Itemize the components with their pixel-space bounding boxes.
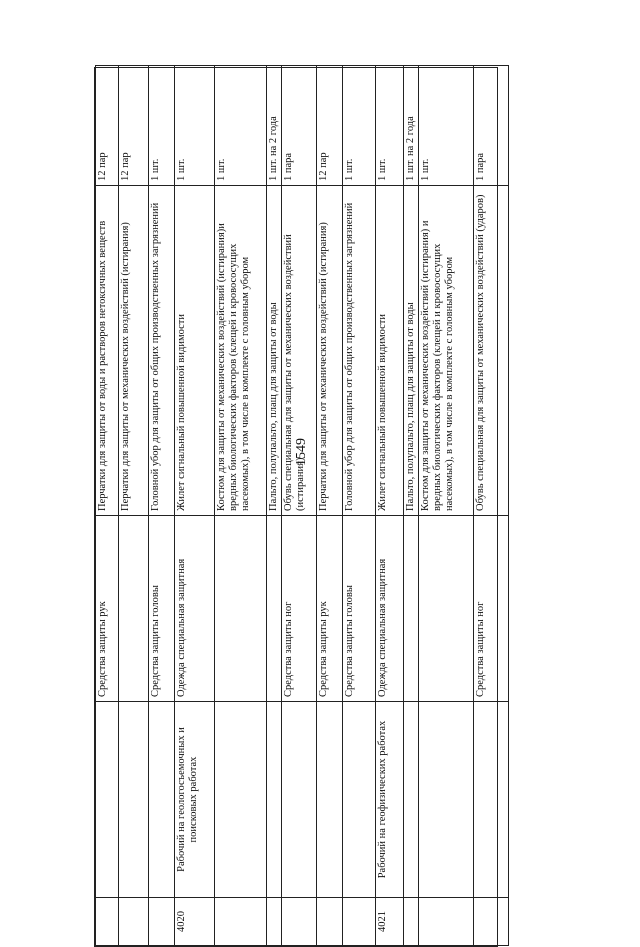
table-row xyxy=(317,66,343,946)
table-row xyxy=(404,66,419,946)
ppe-item-cell: Обувь специальная для защиты от механических воздействий (истирания) xyxy=(282,186,317,516)
ppe-norms-table xyxy=(94,67,498,947)
table-row xyxy=(96,66,119,946)
ppe-item-cell: Перчатки для защиты от механических воздействий (истирания) xyxy=(317,186,343,516)
profession-cell xyxy=(119,702,149,898)
profession-cell xyxy=(343,702,376,898)
ppe-category-cell: Средства защиты ног xyxy=(474,516,509,702)
profession-cell xyxy=(317,702,343,898)
table-row xyxy=(419,66,474,946)
ppe-item-cell: Жилет сигнальный повышенной видимости xyxy=(376,186,404,516)
ppe-category-cell xyxy=(215,516,267,702)
quantity-cell: 1 шт. xyxy=(343,66,376,186)
ppe-item-cell: Головной убор для защиты от общих производственных загрязнений xyxy=(343,186,376,516)
ppe-category-cell: Средства защиты головы xyxy=(149,516,175,702)
quantity-cell: 1 пара xyxy=(282,66,317,186)
table-row xyxy=(175,66,215,946)
table-row xyxy=(267,66,282,946)
ppe-item-cell: Обувь специальная для защиты от механических воздействий (ударов) xyxy=(474,186,509,516)
quantity-cell: 12 пар xyxy=(96,66,119,186)
ppe-category-cell: Одежда специальная защитная xyxy=(175,516,215,702)
quantity-cell: 12 пар xyxy=(119,66,149,186)
table-row xyxy=(474,66,509,946)
ppe-item-cell: Головной убор для защиты от общих производственных загрязнений xyxy=(149,186,175,516)
quantity-cell: 1 пара xyxy=(474,66,509,186)
ppe-item-cell: Перчатки для защиты от механических воздействий (истирания) xyxy=(119,186,149,516)
table-row xyxy=(343,66,376,946)
quantity-cell: 1 шт. xyxy=(175,66,215,186)
ppe-item-cell: Жилет сигнальный повышенной видимости xyxy=(175,186,215,516)
profession-cell xyxy=(419,702,474,898)
ppe-category-cell xyxy=(267,516,282,702)
table-row xyxy=(282,66,317,946)
ppe-item-cell: Костюм для защиты от механических воздействий (истирания)и вредных биологических факторов (клещей и кровососущих насекомых), в том числе в комплекте с головным убором xyxy=(215,186,267,516)
ppe-category-cell xyxy=(119,516,149,702)
quantity-cell: 1 шт. на 2 года xyxy=(267,66,282,186)
ppe-category-cell: Средства защиты рук xyxy=(96,516,119,702)
table-row xyxy=(119,66,149,946)
ppe-item-cell: Пальто, полупальто, плащ для защиты от воды xyxy=(267,186,282,516)
ppe-category-cell: Средства защиты ног xyxy=(282,516,317,702)
quantity-cell: 1 шт. xyxy=(149,66,175,186)
profession-cell xyxy=(282,702,317,898)
profession-cell xyxy=(215,702,267,898)
quantity-cell: 1 шт. xyxy=(419,66,474,186)
profession-cell: Рабочий на геофизических работах xyxy=(376,702,404,898)
ppe-item-cell: Пальто, полупальто, плащ для защиты от воды xyxy=(404,186,419,516)
profession-cell xyxy=(267,702,282,898)
ppe-category-cell xyxy=(404,516,419,702)
ppe-item-cell: Костюм для защиты от механических воздействий (истирания) и вредных биологических факторов (клещей и кровососущих насекомых), в том числе в комплекте с головным убором xyxy=(419,186,474,516)
profession-cell xyxy=(149,702,175,898)
ppe-category-cell xyxy=(419,516,474,702)
table-row xyxy=(149,66,175,946)
ppe-category-cell: Средства защиты головы xyxy=(343,516,376,702)
quantity-cell: 1 шт. xyxy=(376,66,404,186)
quantity-cell: 1 шт. xyxy=(215,66,267,186)
quantity-cell: 12 пар xyxy=(317,66,343,186)
ppe-table xyxy=(95,65,509,946)
page-number: 1549 xyxy=(294,438,309,466)
ppe-category-cell: Средства защиты рук xyxy=(317,516,343,702)
ppe-category-cell: Одежда специальная защитная xyxy=(376,516,404,702)
profession-cell xyxy=(404,702,419,898)
row-number-cell: 4020 xyxy=(175,898,215,946)
profession-cell xyxy=(96,702,119,898)
quantity-cell: 1 шт. на 2 года xyxy=(404,66,419,186)
profession-cell xyxy=(474,702,509,898)
ppe-item-cell: Перчатки для защиты от воды и растворов нетоксичных веществ xyxy=(96,186,119,516)
table-row xyxy=(376,66,404,946)
table-row xyxy=(215,66,267,946)
profession-cell: Рабочий на геологосъемочных и поисковых работах xyxy=(175,702,215,898)
row-number-cell: 4021 xyxy=(376,898,404,946)
